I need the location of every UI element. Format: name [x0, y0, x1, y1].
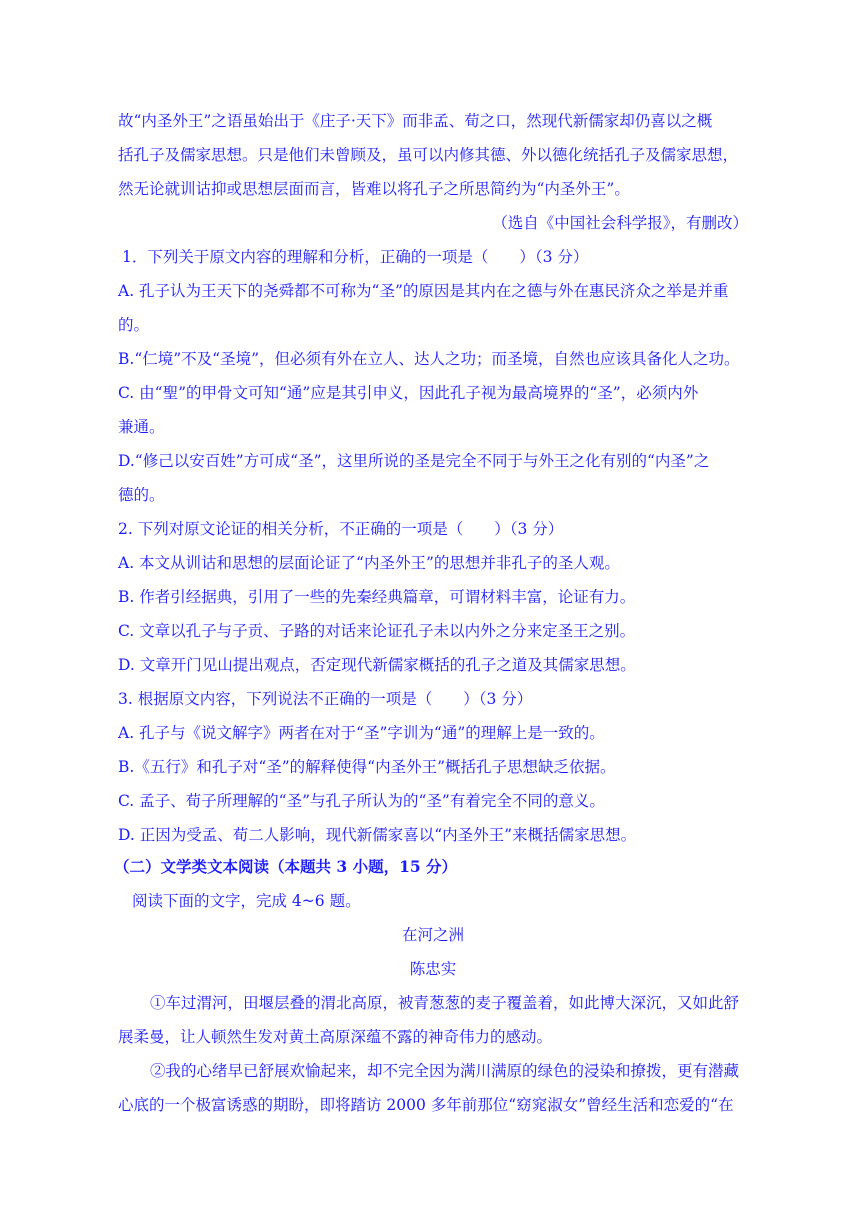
question-2-option-d: D. 文章开门见山提出观点，否定现代新儒家概括的孔子之道及其儒家思想。: [118, 656, 636, 674]
article-title: 在河之洲: [401, 926, 464, 944]
passage-line: 故“内圣外王”之语虽始出于《庄子·天下》而非孟、荀之口，然现代新儒家却仍喜以之概: [118, 112, 713, 130]
source-citation: （选自《中国社会科学报》，有删改）: [492, 214, 748, 232]
question-1-option-a-cont: 的。: [118, 316, 150, 334]
question-2-option-b: B. 作者引经据典，引用了一些的先秦经典篇章，可谓材料丰富，论证有力。: [118, 588, 636, 606]
question-3-option-a: A. 孔子与《说文解字》两者在对于“圣”字训为“通”的理解上是一致的。: [118, 724, 605, 742]
question-1-option-c: C. 由“聖”的甲骨文可知“通”应是其引申义，因此孔子视为最高境界的“圣”，必须内外: [118, 384, 699, 402]
question-3-option-c: C. 孟子、荀子所理解的“圣”与孔子所认为的“圣”有着完全不同的意义。: [118, 792, 605, 810]
question-1-option-c-cont: 兼通。: [118, 418, 165, 436]
question-1-option-d-cont: 德的。: [118, 486, 165, 504]
question-1-option-a: A. 孔子认为王天下的尧舜都不可称为“圣”的原因是其内在之德与外在惠民济众之举是并重: [118, 282, 729, 300]
question-2-option-c: C. 文章以孔子与子贡、子路的对话来论证孔子未以内外之分来定圣王之别。: [118, 622, 636, 640]
question-3-option-d: D. 正因为受孟、荀二人影响，现代新儒家喜以“内圣外王”来概括儒家思想。: [118, 826, 637, 844]
question-1-option-b: B.“仁境”不及“圣境”，但必须有外在立人、达人之功；而圣境，自然也应该具备化人之功。: [118, 350, 740, 368]
passage-line: 括孔子及儒家思想。只是他们未曾顾及，虽可以内修其德、外以德化统括孔子及儒家思想，: [118, 146, 739, 164]
question-2-option-a: A. 本文从训诂和思想的层面论证了“内圣外王”的思想并非孔子的圣人观。: [118, 554, 620, 572]
article-paragraph-2-cont: 心底的一个极富诱惑的期盼，即将踏访 2000 多年前那位“窈窕淑女”曾经生活和恋爱的“在: [118, 1096, 734, 1114]
section-heading: （二）文学类文本阅读（本题共 3 小题，15 分）: [114, 857, 458, 876]
question-3-stem: 3. 根据原文内容，下列说法不正确的一项是（ ）（3 分）: [118, 690, 533, 708]
section-instruction: 阅读下面的文字，完成 4~6 题。: [132, 892, 361, 910]
article-paragraph-2: ②我的心绪早已舒展欢愉起来，却不完全因为满川满原的绿色的浸染和撩拨，更有潜藏: [150, 1062, 740, 1080]
question-1-option-d: D.“修己以安百姓”方可成“圣”，这里所说的圣是完全不同于与外王之化有别的“内圣”之: [118, 452, 710, 470]
article-author: 陈忠实: [409, 960, 457, 978]
question-1-stem: 1．下列关于原文内容的理解和分析，正确的一项是（ ）（3 分）: [122, 248, 589, 266]
question-2-stem: 2. 下列对原文论证的相关分析，不正确的一项是（ ）（3 分）: [118, 520, 564, 538]
article-paragraph-1-cont: 展柔曼，让人顿然生发对黄土高原深蕴不露的神奇伟力的感动。: [118, 1028, 553, 1046]
passage-line: 然无论就训诂抑或思想层面而言，皆难以将孔子之所思简约为“内圣外王”。: [118, 180, 630, 198]
question-3-option-b: B.《五行》和孔子对“圣”的解释使得“内圣外王”概括孔子思想缺乏依据。: [118, 758, 616, 776]
article-paragraph-1: ①车过渭河，田堰层叠的渭北高原，被青葱葱的麦子覆盖着，如此博大深沉，又如此舒: [150, 994, 740, 1012]
